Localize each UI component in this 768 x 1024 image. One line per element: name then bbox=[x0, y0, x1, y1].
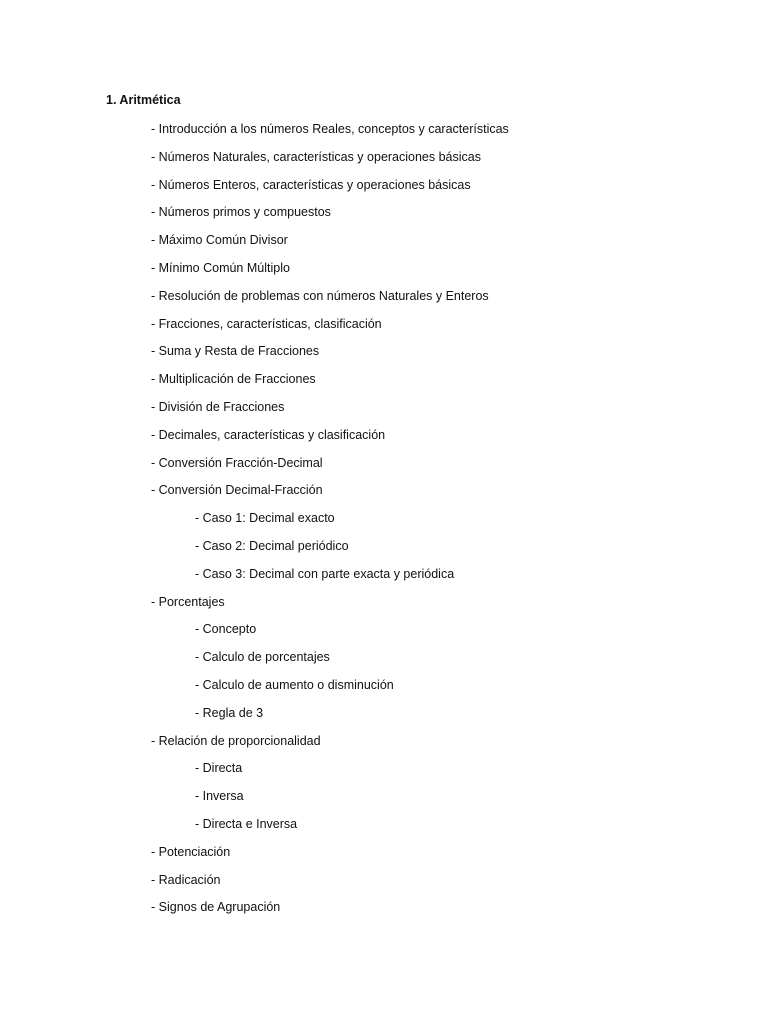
subtopic-item: - Directa bbox=[195, 761, 243, 776]
topic-item: - Signos de Agrupación bbox=[151, 900, 281, 915]
topic-item: - Números primos y compuestos bbox=[151, 205, 331, 220]
subtopic-item: - Inversa bbox=[195, 789, 244, 804]
subtopic-item: - Concepto bbox=[195, 622, 257, 637]
topic-item: - Suma y Resta de Fracciones bbox=[151, 344, 320, 359]
subtopic-item: - Regla de 3 bbox=[195, 705, 264, 720]
topic-item: - Radicación bbox=[151, 872, 221, 887]
topic-item: - Potenciación bbox=[151, 844, 231, 859]
subtopic-item: - Caso 1: Decimal exacto bbox=[195, 511, 335, 526]
topic-item: - Porcentajes bbox=[151, 594, 225, 609]
subtopic-item: - Calculo de aumento o disminución bbox=[195, 677, 394, 692]
topic-item: - División de Fracciones bbox=[151, 399, 285, 414]
subtopic-item: - Calculo de porcentajes bbox=[195, 650, 330, 665]
topic-item: - Introducción a los números Reales, conceptos y características bbox=[151, 122, 509, 136]
topic-item: - Multiplicación de Fracciones bbox=[151, 372, 316, 387]
topic-item: - Mínimo Común Múltiplo bbox=[151, 260, 290, 275]
topic-item: - Máximo Común Divisor bbox=[151, 233, 288, 248]
topic-item: - Resolución de problemas con números Naturales y Enteros bbox=[151, 288, 489, 303]
subtopic-item: - Caso 3: Decimal con parte exacta y periódica bbox=[195, 566, 455, 581]
topic-item: - Conversión Decimal-Fracción bbox=[151, 483, 323, 498]
topic-item: - Decimales, características y clasificación bbox=[151, 427, 386, 442]
topic-outline bbox=[0, 120, 509, 926]
topic-item: - Fracciones, características, clasificación bbox=[151, 316, 382, 331]
topic-item: - Números Naturales, características y operaciones básicas bbox=[151, 149, 481, 164]
topic-item: - Relación de proporcionalidad bbox=[151, 733, 321, 748]
subtopic-item: - Directa e Inversa bbox=[195, 816, 298, 831]
section-heading: 1. Aritmética bbox=[106, 93, 181, 107]
topic-item: - Conversión Fracción-Decimal bbox=[151, 455, 323, 470]
topic-item: - Números Enteros, características y operaciones básicas bbox=[151, 177, 471, 192]
subtopic-item: - Caso 2: Decimal periódico bbox=[195, 538, 349, 553]
